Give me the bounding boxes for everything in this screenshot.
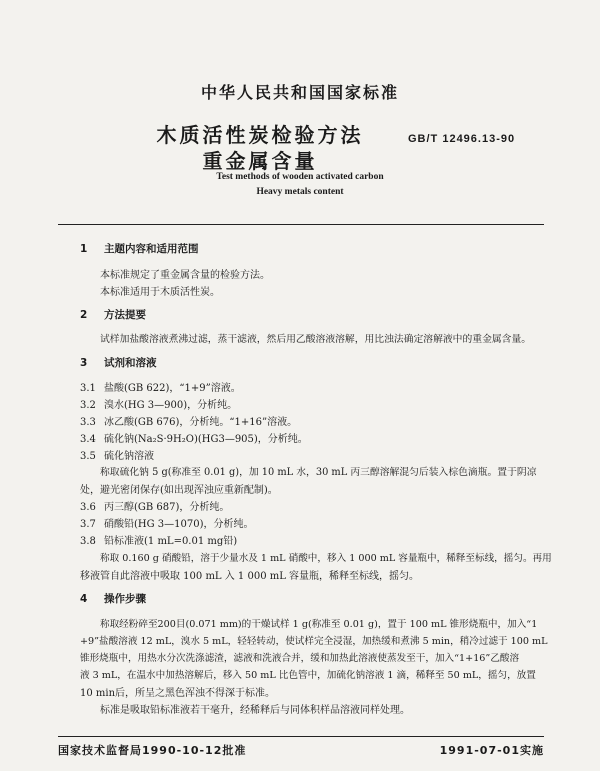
footer-rule: [58, 736, 544, 737]
item-3-4: 3.4 硫化钠(Na₂S·9H₂O)(HG3—905)，分析纯。: [80, 434, 308, 445]
item-3-3: 3.3 冰乙酸(GB 676)，分析纯。“1+16”溶液。: [80, 417, 298, 428]
section-4-heading: 4 操作步骤: [80, 593, 146, 605]
english-title-line1: Test methods of wooden activated carbon: [216, 172, 384, 182]
item-3-8: 3.8 铅标准液(1 mL=0.01 mg铅): [80, 536, 238, 547]
document-title-line1: 木质活性炭检验方法: [156, 123, 364, 147]
section-4-line-2: +9”盐酸溶液 12 mL，溴水 5 mL，轻轻转动，使试样完全浸湿，加热缓和煮沸 5 min，稍冷过滤于 100 mL: [80, 636, 548, 647]
header-rule: [58, 224, 544, 225]
item-3-5: 3.5 硫化钠溶液: [80, 451, 154, 462]
section-4-line-3: 锥形烧瓶中，用热水分次洗涤滤渣，滤液和洗液合并，缓和加热此溶液使蒸发至干，加入“1+16”乙酸溶: [80, 653, 520, 664]
item-3-6: 3.6 丙三醇(GB 687)，分析纯。: [80, 502, 230, 513]
item-3-5-para-line1: 称取硫化钠 5 g(称准至 0.01 g)，加 10 mL 水，30 mL 丙三醇溶解混匀后装入棕色滴瓶。置于阴凉: [100, 467, 537, 478]
item-3-7: 3.7 硝酸铅(HG 3—1070)，分析纯。: [80, 519, 254, 530]
section-1-para-1: 本标准规定了重金属含量的检验方法。: [100, 270, 270, 281]
item-3-8-para-line2: 移液管自此溶液中吸取 100 mL 入 1 000 mL 容量瓶，稀释至标线，摇匀。: [80, 571, 420, 582]
implementation-date: 1991-07-01实施: [439, 744, 544, 757]
section-1-para-2: 本标准适用于木质活性炭。: [100, 287, 220, 298]
section-2-para: 试样加盐酸溶液煮沸过滤，蒸干滤液，然后用乙酸溶液溶解，用比浊法确定溶解液中的重金属含量。: [100, 334, 532, 345]
section-1-heading: 1 主题内容和适用范围: [80, 243, 199, 255]
section-3-heading: 3 试剂和溶液: [80, 357, 157, 369]
item-3-2: 3.2 溴水(HG 3—900)，分析纯。: [80, 400, 238, 411]
section-2-heading: 2 方法提要: [80, 309, 146, 321]
english-title-line2: Heavy metals content: [256, 187, 344, 197]
document-title-line2: 重金属含量: [202, 149, 318, 173]
section-4-line-6: 标准是吸取铅标准液若干毫升，经稀释后与同体积样品溶液同样处理。: [100, 705, 410, 716]
standard-number: GB/T 12496.13-90: [408, 133, 516, 145]
document-org: 中华人民共和国国家标准: [200, 83, 399, 102]
item-3-8-para-line1: 称取 0.160 g 硝酸铅，溶于少量水及 1 mL 硝酸中，移入 1 000 mL 容量瓶中，稀释至标线，摇匀。再用: [100, 553, 552, 564]
approval-date: 国家技术监督局1990-10-12批准: [58, 744, 247, 757]
item-3-1: 3.1 盐酸(GB 622)，“1+9”溶液。: [80, 383, 241, 394]
item-3-5-para-line2: 处，避光密闭保存(如出现浑浊应重新配制)。: [80, 485, 278, 496]
section-4-line-4: 液 3 mL，在温水中加热溶解后，移入 50 mL 比色管中，加硫化钠溶液 1 滴，稀释至 50 mL，摇匀，放置: [80, 670, 536, 681]
section-4-line-1: 称取经粉碎至200目(0.071 mm)的干燥试样 1 g(称准至 0.01 g)，置于 100 mL 锥形烧瓶中，加入“1: [100, 619, 538, 630]
section-4-line-5: 10 min后，所呈之黑色浑浊不得深于标准。: [80, 688, 276, 699]
